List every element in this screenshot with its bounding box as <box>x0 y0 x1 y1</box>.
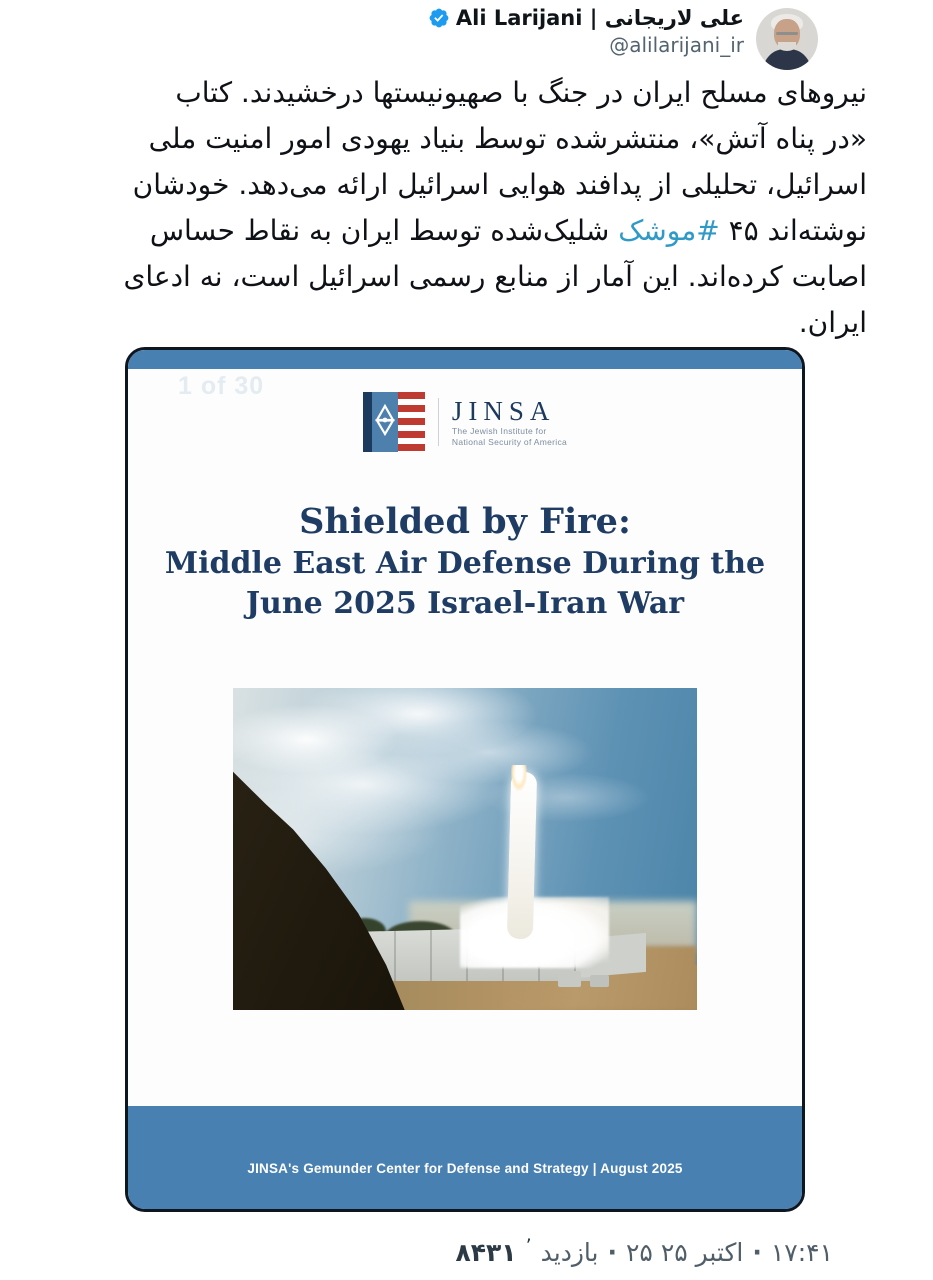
cover-footer-band <box>128 1106 802 1209</box>
meta-separator: · <box>607 1238 617 1267</box>
cover-footer-text: JINSA's Gemunder Center for Defense and Strategy | August 2025 <box>247 1161 683 1176</box>
logo-text <box>451 395 568 447</box>
avatar[interactable] <box>756 8 818 70</box>
tweet-text-segment: شلیک‌شده توسط ایران به نقاط حساس <box>149 214 619 247</box>
jinsa-tagline: The Jewish Institute for <box>451 425 547 436</box>
report-cover-card[interactable] <box>125 347 805 1212</box>
tweet-text <box>50 70 867 346</box>
display-name-row <box>428 6 744 30</box>
tweet-date: ۲۵ اکتبر ۲۵ <box>626 1238 744 1267</box>
report-title <box>128 500 802 624</box>
report-title-line: June 2025 Israel-Iran War <box>245 586 685 621</box>
jinsa-flag-icon <box>363 392 425 452</box>
photo-launch-smoke <box>460 897 608 968</box>
photo-vehicle <box>558 971 581 987</box>
verified-badge-icon <box>428 7 450 29</box>
hashtag-link[interactable]: #موشک <box>618 214 720 247</box>
jinsa-wordmark: JINSA <box>451 395 556 426</box>
avatar-torso <box>763 49 811 70</box>
jinsa-logo <box>128 392 802 452</box>
photo-vehicle <box>590 975 609 988</box>
tweet-text-line: اصابت کرده‌اند. این آمار از منابع رسمی اسرائیل است، نه ادعای <box>123 260 867 293</box>
views-label: بازدید <box>540 1238 599 1267</box>
tweet-meta <box>455 1235 833 1267</box>
cover-top-stripe <box>128 350 802 369</box>
tweet-text-line <box>50 208 867 254</box>
photo-missile-smoke-trail <box>507 771 537 939</box>
avatar-glasses <box>776 32 798 35</box>
tweet-time: ۱۷:۴۱ <box>770 1238 833 1267</box>
tweet-text-line: اسرائیل، تحلیلی از پدافند هوایی اسرائیل ارائه می‌دهد. خودشان <box>132 168 867 201</box>
page-indicator: 1 of 30 <box>178 372 265 400</box>
views-count: ۸۴۳۱ <box>455 1238 517 1267</box>
avatar-beard <box>778 42 796 51</box>
star-of-david-icon <box>372 392 398 452</box>
tweet-text-line: ایران. <box>798 306 867 339</box>
flag-stripes <box>398 392 425 452</box>
user-identity <box>428 6 744 57</box>
jinsa-tagline: National Security of America <box>451 436 568 447</box>
user-handle[interactable]: @alilarijani_ir <box>609 33 744 57</box>
report-title-line: Middle East Air Defense During the <box>164 546 766 581</box>
photo-missile-flame <box>511 765 527 791</box>
tweet-text-line: نیروهای مسلح ایران در جنگ با صهیونیستها درخشیدند. کتاب <box>175 76 867 109</box>
report-title-line: Shielded by Fire: <box>299 501 631 542</box>
tweet-text-line: «در پناه آتش»، منتشرشده توسط بنیاد یهودی امور امنیت ملی <box>148 122 867 155</box>
views-separator-mark: ’ <box>525 1235 532 1257</box>
tweet-text-segment: نوشته‌اند ۴۵ <box>719 214 867 247</box>
logo-divider <box>438 398 439 446</box>
meta-separator: · <box>752 1238 762 1267</box>
missile-launch-photo <box>233 688 697 1010</box>
flag-navy-bar <box>363 392 372 452</box>
display-name[interactable]: علی لاریجانی | Ali Larijani <box>455 6 744 30</box>
